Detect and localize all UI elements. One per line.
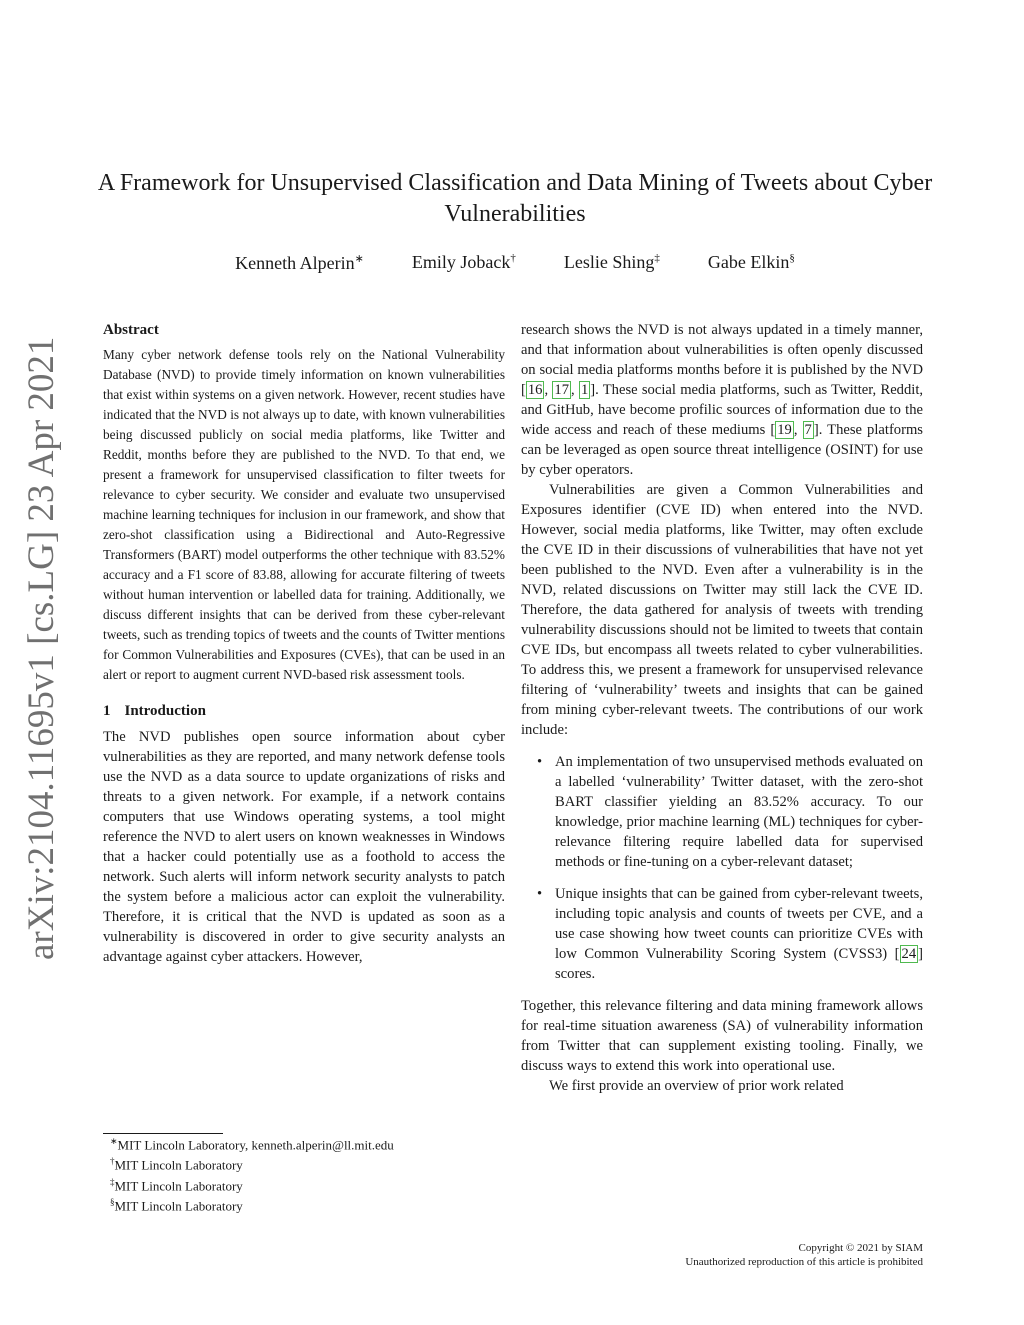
citation-link[interactable]: 1	[580, 382, 589, 398]
footnotes	[110, 1133, 510, 1214]
author: Kenneth Alperin∗	[235, 253, 364, 273]
bullet-icon: •	[537, 754, 543, 770]
citation-link[interactable]: 7	[804, 422, 812, 438]
cve-paragraph: Vulnerabilities are given a Common Vulnerabilities and Exposures identifier (CVE ID) when entered into the NVD. However, social media platforms, like Twitter, may often exclude the CVE ID in their discussions of vulnerabilities that have not yet been published to the NVD. Even after a vulnerability is in the NVD, related discussions on Twitter may still lack the CVE ID. Therefore, the data gathered for analysis of tweets with trending vulnerability discussions should not be limited to tweets that contain CVE IDs, but encompass all tweets related to cyber vulnerabilities. To address this, we present a framework for unsupervised relevance filtering of ‘vulnerability’ tweets and insights that can be gained from mining cyber-relevant tweets. The contributions of our work include:	[521, 482, 923, 738]
footnote: ∗MIT Lincoln Laboratory, kenneth.alperin@ll.mit.edu	[110, 1136, 394, 1153]
abstract-heading: Abstract	[103, 322, 159, 338]
intro-paragraph-continued: research shows the NVD is not always updated in a timely manner, and that information about vulnerabilities is often openly discussed on social media platforms months before it is published by the NVD [ 16 , 17 , 1 ]. These social media platforms, such as Twitter, Reddit, and GitHub, have become profilic sources of information due to the wide access and reach of these mediums [ 19 , 7 ]. These platforms can be leveraged as open source threat intelligence (OSINT) for use by cyber operators.	[521, 322, 924, 478]
abstract-text: Many cyber network defense tools rely on the National Vulnerability Database (NVD) to provide timely information on known vulnerabilities that exist within systems on a given network. However, recent studies have indicated that the NVD is not always up to date, with known vulnerabilities being discussed publicly on social media platforms, like Twitter and Reddit, months before they are published to the NVD. To that end, we present a framework for unsupervised classification to filter tweets for relevance to cyber security. We consider and evaluate two unsupervised machine learning techniques for inclusion in our framework, and show that zero-shot classification using a Bidirectional and Auto-Regressive Transformers (BART) model outperforms the other technique with 83.52% accuracy and a F1 score of 83.88, allowing for accurate filtering of tweets without human intervention or labelled data for training. Additionally, we discuss different insights that can be derived from these cyber-relevant tweets, such as trending topics of tweets and the counts of Twitter mentions for Common Vulnerabilities and Exposures (CVEs), that can be used in an alert or report to augment current NVD-based risk assessment tools.	[103, 347, 505, 682]
footnote: †MIT Lincoln Laboratory	[110, 1156, 243, 1173]
author: Leslie Shing‡	[563, 252, 660, 272]
footnote: §MIT Lincoln Laboratory	[110, 1196, 243, 1214]
citation-link[interactable]: 16	[527, 382, 543, 398]
contributions-list	[521, 752, 923, 984]
bullet-icon: •	[537, 886, 543, 902]
citation-link[interactable]: 19	[777, 422, 792, 438]
left-column	[103, 320, 505, 967]
list-item: • An implementation of two unsupervised methods evaluated on a labelled ‘vulnerability’ Twitter dataset, with the zero-shot BART classifier yielding an 83.52% accuracy. To our knowledge, prior machine learning (ML) techniques for cyber-relevance filtering require labelled data for supervised methods or fine-tuning on a cyber-relevant dataset;	[537, 754, 923, 870]
citation-link[interactable]: 24	[901, 946, 917, 962]
paper-title: A Framework for Unsupervised Classification and Data Mining of Tweets about Cyber Vulnerabilities	[97, 170, 933, 227]
intro-paragraph: The NVD publishes open source information about cyber vulnerabilities as they are reported, and many network defense tools use the NVD as a data source to update organizations of risks and threats to a given network. For example, if a network contains computers that use Windows operating systems, a tool might reference the NVD to alert users on known weaknesses in Windows that a hacker could potentially use as a foothold to access the network. Such alerts will inform network security analysts to patch the system before a malicious actor can exploit the vulnerability. Therefore, it is critical that the NVD is updated as soon as a vulnerability is discovered in order to give security analysts an advantage against cyber attackers. However,	[103, 729, 505, 965]
overview-paragraph: We first provide an overview of prior work related	[549, 1078, 844, 1094]
footnote: ‡MIT Lincoln Laboratory	[110, 1176, 243, 1193]
arxiv-identifier: arXiv:2104.11695v1 [cs.LG] 23 Apr 2021	[21, 336, 62, 960]
copyright-notice: Copyright © 2021 by SIAM Unauthorized reproduction of this article is prohibited	[685, 1242, 923, 1268]
framework-paragraph: Together, this relevance filtering and data mining framework allows for real-time situation awareness (SA) of vulnerability information from Twitter that can supplement existing tooling. Finally, we discuss ways to extend this work into operational use.	[521, 998, 923, 1074]
citation-link[interactable]: 17	[554, 382, 569, 398]
author: Gabe Elkin§	[707, 252, 795, 272]
section-heading: 1 Introduction	[103, 703, 206, 719]
list-item: • Unique insights that can be gained from cyber-relevant tweets, including topic analysis and counts of tweets per CVE, and a use case showing how tweet counts can prioritize CVEs with low Common Vulnerability Scoring System (CVSS3) [ 24 ] scores.	[537, 886, 923, 982]
author: Emily Joback†	[411, 252, 516, 272]
author-list	[100, 252, 930, 274]
right-column	[521, 320, 923, 1096]
